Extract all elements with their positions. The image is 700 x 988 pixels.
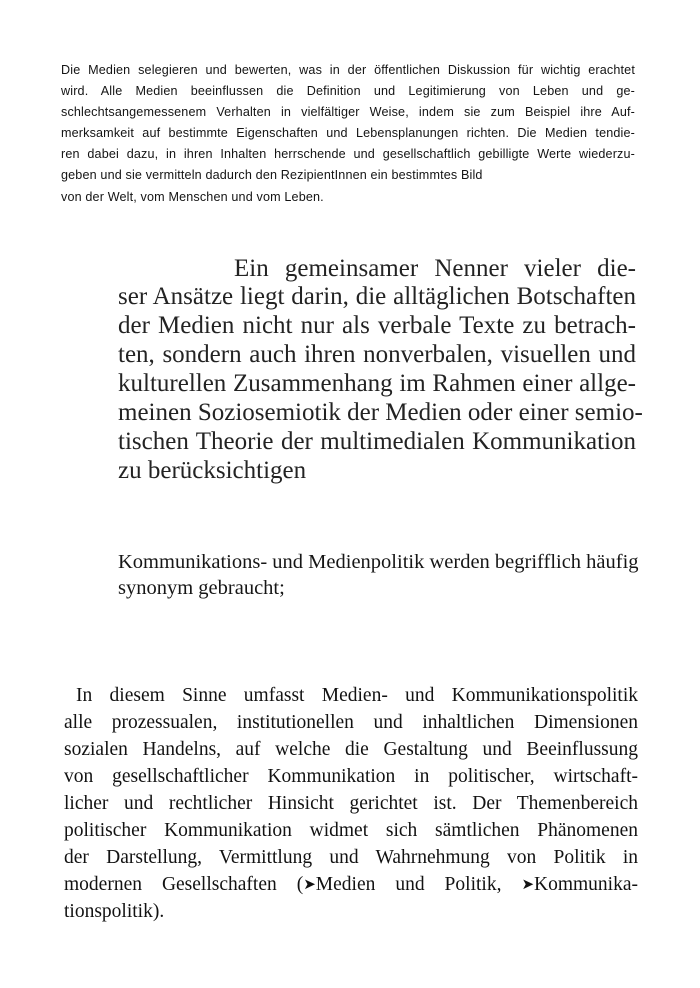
paragraph-last-line: politischer Kommunikation widmet sich sämtlichen Phänomenen (64, 820, 638, 841)
paragraph-small-line: merksamkeit auf bestimmte Eigenschaften und Lebensplanungen richten. Die Medien tendie- (61, 126, 635, 140)
paragraph-small-line: schlechtsangemessenem Verhalten in vielfältiger Weise, indem sie zum Beispiel ihre Auf- (61, 105, 635, 119)
paragraph-large-line: ser Ansätze liegt darin, die alltäglichen Botschaften (118, 283, 636, 310)
paragraph-last-line: von gesellschaftlicher Kommunikation in politischer, wirtschaft- (64, 766, 638, 787)
paragraph-last-line: licher und rechtlicher Hinsicht gerichtet ist. Der Themenbereich (64, 793, 638, 814)
paragraph-large-line: kulturellen Zusammenhang im Rahmen einer allge- (118, 370, 636, 397)
paragraph-large-line: tischen Theorie der multimedialen Kommunikation (118, 428, 636, 455)
paragraph-large-line: der Medien nicht nur als verbale Texte zu betrach- (118, 312, 636, 339)
reference-lead-text: modernen Gesellschaften ( (64, 874, 304, 895)
paragraph-last-line: tionspolitik). (64, 901, 165, 922)
paragraph-last-line: In diesem Sinne umfasst Medien- und Kommunikationspolitik (76, 685, 638, 706)
reference-arrow-icon: ➤ (303, 875, 316, 893)
paragraph-last-line: sozialen Handelns, auf welche die Gestaltung und Beeinflussung (64, 739, 638, 760)
reference-arrow-icon: ➤ (521, 875, 535, 893)
reference-link-medien-und-politik[interactable]: Medien und Politik, (315, 874, 522, 895)
paragraph-medium-line: Kommunikations- und Medienpolitik werden begrifflich häufig (118, 551, 639, 573)
paragraph-small-line: von der Welt, vom Menschen und vom Leben. (61, 190, 324, 204)
paragraph-small-line: ren dabei dazu, in ihren Inhalten herrschende und gesellschaftlich gebilligte Werte wiederzu- (61, 147, 635, 161)
paragraph-large-line: meinen Soziosemiotik der Medien oder einer semio- (118, 399, 643, 426)
paragraph-last-line-with-references (64, 875, 638, 895)
paragraph-last-line: alle prozessualen, institutionellen und inhaltlichen Dimensionen (64, 712, 638, 733)
paragraph-small-line: wird. Alle Medien beeinflussen die Definition und Legitimierung von Leben und ge- (61, 84, 635, 98)
paragraph-medium-line: synonym gebraucht; (118, 577, 285, 599)
paragraph-last-line: der Darstellung, Vermittlung und Wahrnehmung von Politik in (64, 847, 638, 868)
paragraph-large-line: ten, sondern auch ihren nonverbalen, visuellen und (118, 341, 636, 368)
paragraph-large-line: zu berücksichtigen (118, 457, 307, 484)
paragraph-small-line: Die Medien selegieren und bewerten, was in der öffentlichen Diskussion für wichtig erachtet (61, 63, 635, 77)
reference-link-kommunikationspolitik[interactable]: Kommunika- (534, 874, 638, 895)
paragraph-large-line: Ein gemeinsamer Nenner vieler die- (234, 255, 636, 282)
paragraph-small-line: geben und sie vermitteln dadurch den RezipientInnen ein bestimmtes Bild (61, 168, 483, 182)
